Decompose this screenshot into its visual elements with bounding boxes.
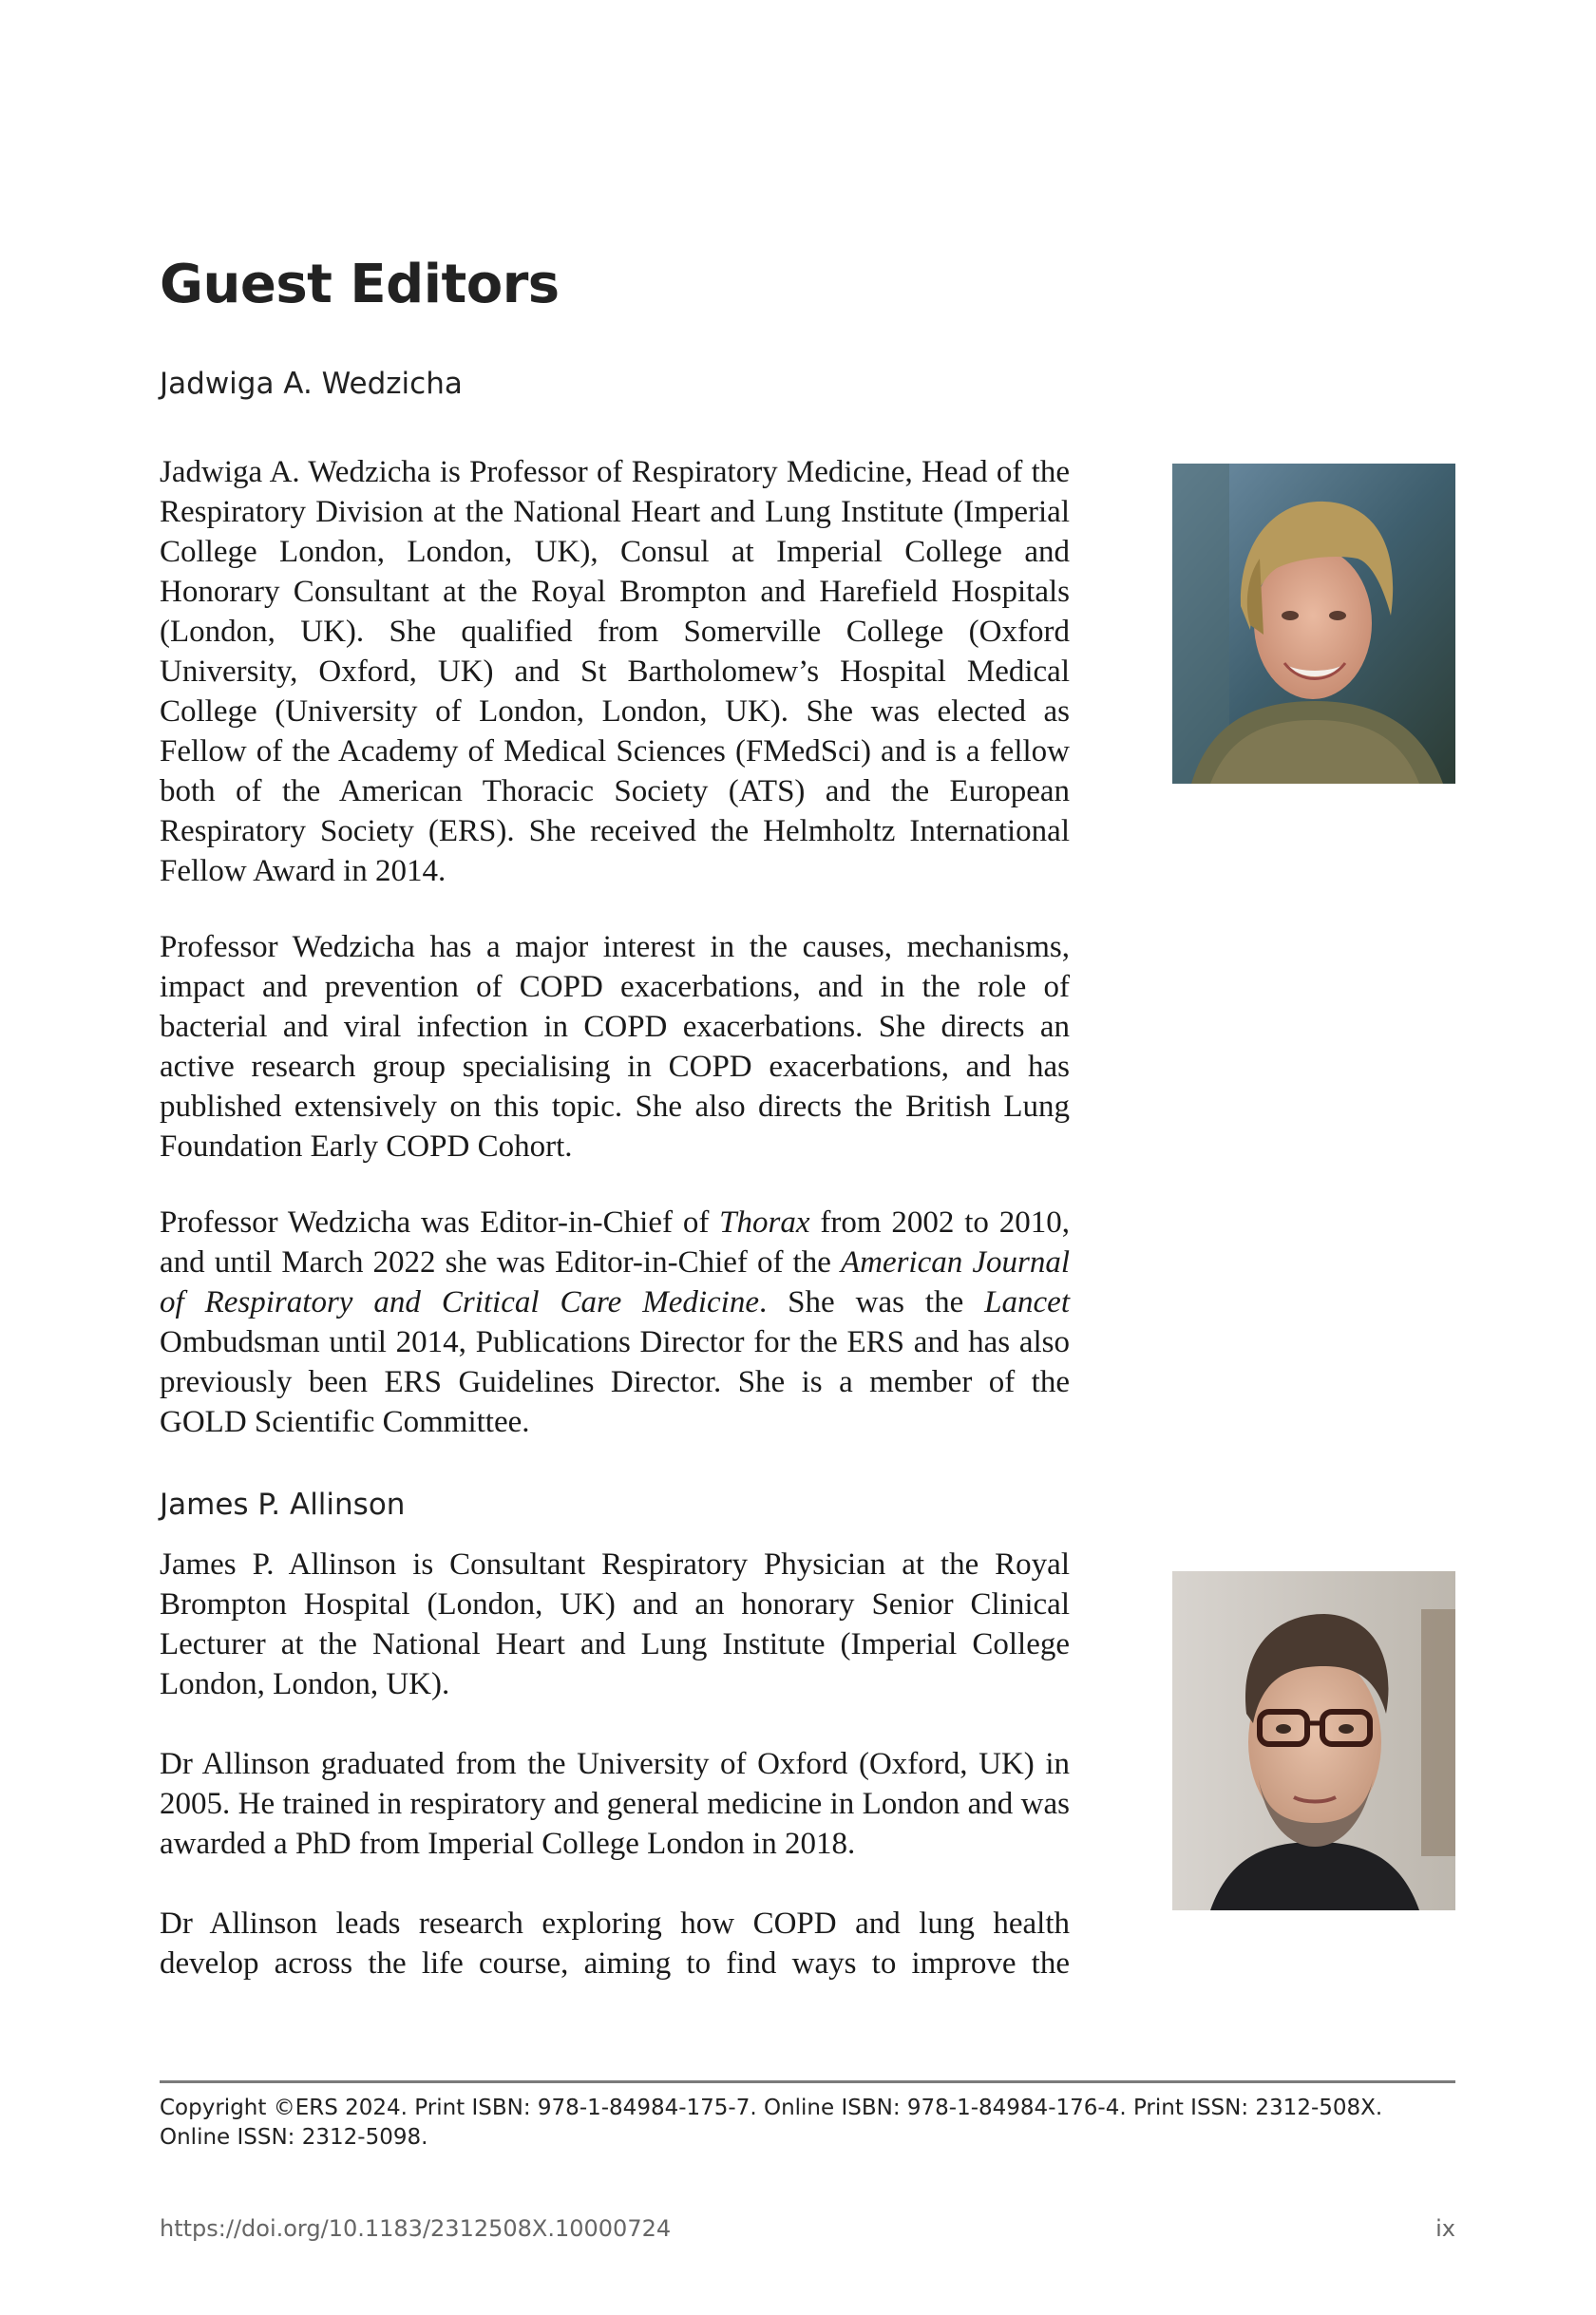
editor-photo-wedzicha: [1172, 464, 1455, 784]
page-title: Guest Editors: [160, 254, 560, 315]
bio-text: Professor Wedzicha has a major interest in the causes, mechanisms, impact and prevention of COPD exacerbations, and in the role of bacterial and viral infection in COPD exacerbations. She directs an active research group specialising in COPD exacerbations, and has published extensively on this topic. She also directs the British Lung Foundation Early COPD Cohort.: [160, 930, 1070, 1164]
journal-title-lancet: Lancet: [984, 1285, 1070, 1319]
doi-link[interactable]: https://doi.org/10.1183/2312508X.10000724: [160, 2215, 672, 2242]
journal-title-ajrccm: American Journal of Respiratory and Critical Care Medicine: [160, 1245, 1070, 1319]
bio-text: James P. Allinson is Consultant Respiratory Physician at the Royal Brompton Hospital (London, UK) and an honorary Senior Clinical Lecturer at the National Heart and Lung Institute (Imperial College London, London, UK).: [160, 1547, 1070, 1701]
bio-text: . She was the: [758, 1285, 985, 1319]
bio-paragraph: [160, 1203, 1070, 1442]
bio-text: Dr Allinson leads research exploring how COPD and lung health develop across the life course, aiming to find ways to improve the: [160, 1907, 1070, 1981]
footer-divider: [160, 2080, 1455, 2083]
bio-text: Dr Allinson graduated from the University of Oxford (Oxford, UK) in 2005. He trained in respiratory and general medicine in London and was awarded a PhD from Imperial College London in 2018.: [160, 1747, 1070, 1861]
bio-paragraph: [160, 927, 1070, 1167]
portrait-woman-image: [1172, 464, 1455, 784]
bio-paragraph: [160, 1545, 1070, 1704]
page-number: ix: [1435, 2215, 1455, 2242]
bio-text: from 2002 to 2010, and until March 2022 she was Editor-in-Chief of the: [160, 1205, 1070, 1280]
bio-paragraph: [160, 1904, 1070, 1983]
bio-text: Jadwiga A. Wedzicha is Professor of Respiratory Medicine, Head of the Respiratory Division at the National Heart and Lung Institute (Imperial College London, London, UK), Consul at Imperial College and Honorary Consultant at the Royal Brompton and Harefield Hospitals (London, UK). She qualified from Somerville College (Oxford University, Oxford, UK) and St Bartholomew’s Hospital Medical College (University of London, London, UK). She was elected as Fellow of the Academy of Medical Sciences (FMedSci) and is a fellow both of the American Thoracic Society (ATS) and the European Respiratory Society (ERS). She received the Helmholtz International Fellow Award in 2014.: [160, 455, 1070, 888]
bio-paragraph: [160, 452, 1070, 891]
copyright-notice: Copyright ©ERS 2024. Print ISBN: 978-1-84984-175-7. Online ISBN: 978-1-84984-176-4. Print ISSN: 2312-508X. Online ISSN: 2312-5098.: [160, 2096, 1383, 2150]
bio-paragraph: [160, 1744, 1070, 1864]
editor-photo-allinson: [1172, 1571, 1455, 1910]
editor-name-wedzicha: Jadwiga A. Wedzicha: [160, 367, 463, 401]
bio-text: Professor Wedzicha was Editor-in-Chief of: [160, 1205, 720, 1240]
bio-text: Ombudsman until 2014, Publications Director for the ERS and has also previously been ERS Guidelines Director. She is a member of the GOLD Scientific Committee.: [160, 1325, 1070, 1439]
editor-name-allinson: James P. Allinson: [160, 1488, 406, 1522]
portrait-man-image: [1172, 1571, 1455, 1910]
journal-title-thorax: Thorax: [719, 1205, 810, 1240]
